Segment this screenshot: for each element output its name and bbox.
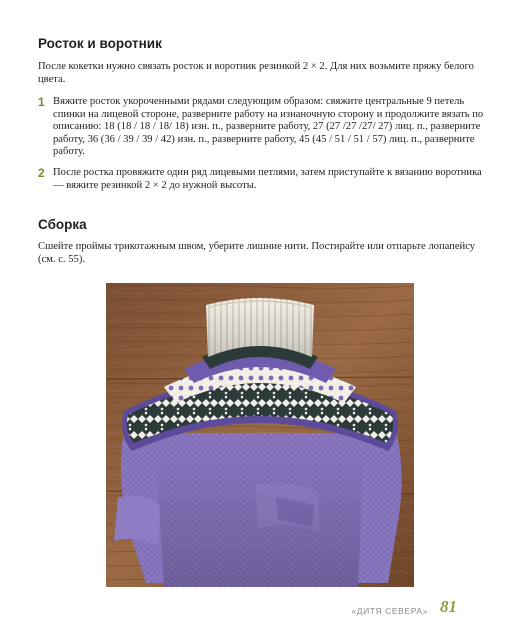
step-number: 2 [38, 166, 45, 180]
section-heading-rostok: Росток и воротник [38, 36, 162, 51]
step-text: Вяжите росток укороченными рядами следующим образом: свяжите центральные 9 петель спинки на лицевой стороне, разверните работу на изнаночную сторону и продолжите вязать по описанию: 18 (18 / 18 / 18/ 18) изн. п., разверните работу, 27 (27 /27 /27/ 27) лиц. п., разверните работу, 36 (36 / 39 / 39 / 42) изн. п., разверните работу, 45 (45 / 51 / 51 / 57) лиц. п., разверните работу. [53, 96, 484, 158]
intro-paragraph: После кокетки нужно связать росток и воротник резинкой 2 × 2. Для них возьмите пряжу белого цвета. [38, 61, 474, 85]
step-text: После ростка провяжите один ряд лицевыми петлями, затем приступайте к вязанию воротника — вяжите резинкой 2 × 2 до нужной высоты. [53, 167, 482, 191]
page-number: 81 [440, 597, 457, 616]
sweater-photo [106, 283, 414, 587]
section-heading-sborka: Сборка [38, 217, 87, 232]
assembly-paragraph: Сшейте проймы трикотажным швом, уберите лишние нити. Постирайте или отпарьте лопапейсу (см. с. 55). [38, 241, 476, 265]
footer-book-title: «ДИТЯ СЕВЕРА» [351, 606, 428, 616]
step-number: 1 [38, 95, 45, 109]
